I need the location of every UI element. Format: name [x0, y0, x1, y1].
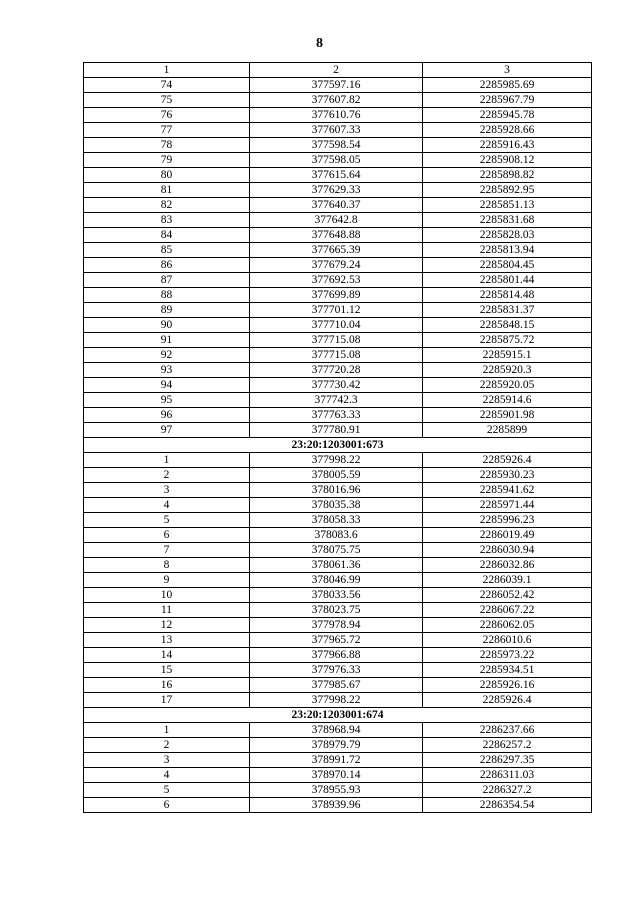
x-coordinate-cell: 378005.59: [250, 468, 423, 483]
x-coordinate-cell: 377665.39: [250, 243, 423, 258]
point-number-cell: 6: [84, 798, 250, 813]
table-row: [84, 498, 592, 513]
table-row: [84, 753, 592, 768]
y-coordinate-cell: 2285973.22: [423, 648, 592, 663]
x-coordinate-cell: 377742.3: [250, 393, 423, 408]
y-coordinate-cell: 2286039.1: [423, 573, 592, 588]
x-coordinate-cell: 378046.99: [250, 573, 423, 588]
point-number-cell: 74: [84, 78, 250, 93]
point-number-cell: 92: [84, 348, 250, 363]
y-coordinate-cell: 2285926.4: [423, 693, 592, 708]
y-coordinate-cell: 2286010.6: [423, 633, 592, 648]
y-coordinate-cell: 2285920.3: [423, 363, 592, 378]
x-coordinate-cell: 377730.42: [250, 378, 423, 393]
y-coordinate-cell: 2285851.13: [423, 198, 592, 213]
table-row: [84, 303, 592, 318]
y-coordinate-cell: 2286030.94: [423, 543, 592, 558]
table-row: [84, 723, 592, 738]
table-row: [84, 168, 592, 183]
y-coordinate-cell: 2285930.23: [423, 468, 592, 483]
point-number-cell: 16: [84, 678, 250, 693]
x-coordinate-cell: 377607.33: [250, 123, 423, 138]
point-number-cell: 75: [84, 93, 250, 108]
column-header-x: 2: [250, 63, 423, 78]
table-row: [84, 783, 592, 798]
point-number-cell: 89: [84, 303, 250, 318]
x-coordinate-cell: 378023.75: [250, 603, 423, 618]
table-row: [84, 768, 592, 783]
x-coordinate-cell: 378035.38: [250, 498, 423, 513]
y-coordinate-cell: 2286032.86: [423, 558, 592, 573]
y-coordinate-cell: 2285915.1: [423, 348, 592, 363]
table-row: [84, 153, 592, 168]
y-coordinate-cell: 2285996.23: [423, 513, 592, 528]
x-coordinate-cell: 377998.22: [250, 453, 423, 468]
y-coordinate-cell: 2285831.37: [423, 303, 592, 318]
table-row: [84, 273, 592, 288]
x-coordinate-cell: 377720.28: [250, 363, 423, 378]
table-row: [84, 618, 592, 633]
point-number-cell: 11: [84, 603, 250, 618]
coordinates-table-body: [84, 63, 592, 813]
x-coordinate-cell: 377597.16: [250, 78, 423, 93]
x-coordinate-cell: 377598.05: [250, 153, 423, 168]
table-row: [84, 258, 592, 273]
x-coordinate-cell: 377699.89: [250, 288, 423, 303]
x-coordinate-cell: 377648.88: [250, 228, 423, 243]
y-coordinate-cell: 2286019.49: [423, 528, 592, 543]
table-row: [84, 243, 592, 258]
y-coordinate-cell: 2285934.51: [423, 663, 592, 678]
table-row: [84, 228, 592, 243]
y-coordinate-cell: 2286257.2: [423, 738, 592, 753]
y-coordinate-cell: 2286067.22: [423, 603, 592, 618]
point-number-cell: 14: [84, 648, 250, 663]
y-coordinate-cell: 2285875.72: [423, 333, 592, 348]
table-row: [84, 408, 592, 423]
point-number-cell: 82: [84, 198, 250, 213]
table-row: [84, 648, 592, 663]
x-coordinate-cell: 378083.6: [250, 528, 423, 543]
y-coordinate-cell: 2285801.44: [423, 273, 592, 288]
point-number-cell: 76: [84, 108, 250, 123]
section-title: 23:20:1203001:673: [84, 438, 592, 453]
x-coordinate-cell: 377985.67: [250, 678, 423, 693]
point-number-cell: 87: [84, 273, 250, 288]
column-header-y: 3: [423, 63, 592, 78]
table-row: [84, 78, 592, 93]
x-coordinate-cell: 378939.96: [250, 798, 423, 813]
point-number-cell: 97: [84, 423, 250, 438]
x-coordinate-cell: 378970.14: [250, 768, 423, 783]
table-row: [84, 348, 592, 363]
point-number-cell: 80: [84, 168, 250, 183]
x-coordinate-cell: 377701.12: [250, 303, 423, 318]
point-number-cell: 84: [84, 228, 250, 243]
y-coordinate-cell: 2285926.4: [423, 453, 592, 468]
point-number-cell: 4: [84, 768, 250, 783]
table-row: [84, 213, 592, 228]
point-number-cell: 96: [84, 408, 250, 423]
point-number-cell: 13: [84, 633, 250, 648]
y-coordinate-cell: 2285916.43: [423, 138, 592, 153]
y-coordinate-cell: 2285920.05: [423, 378, 592, 393]
table-row: [84, 198, 592, 213]
section-title: 23:20:1203001:674: [84, 708, 592, 723]
table-row: [84, 513, 592, 528]
point-number-cell: 85: [84, 243, 250, 258]
coordinates-table: [83, 62, 592, 813]
y-coordinate-cell: 2285898.82: [423, 168, 592, 183]
point-number-cell: 83: [84, 213, 250, 228]
point-number-cell: 81: [84, 183, 250, 198]
section-header-row: [84, 438, 592, 453]
y-coordinate-cell: 2286062.05: [423, 618, 592, 633]
x-coordinate-cell: 378058.33: [250, 513, 423, 528]
table-row: [84, 603, 592, 618]
table-row: [84, 468, 592, 483]
table-row: [84, 183, 592, 198]
x-coordinate-cell: 377610.76: [250, 108, 423, 123]
x-coordinate-cell: 377710.04: [250, 318, 423, 333]
y-coordinate-cell: 2286052.42: [423, 588, 592, 603]
table-row: [84, 798, 592, 813]
point-number-cell: 86: [84, 258, 250, 273]
x-coordinate-cell: 377598.54: [250, 138, 423, 153]
section-header-row: [84, 708, 592, 723]
x-coordinate-cell: 377607.82: [250, 93, 423, 108]
x-coordinate-cell: 378075.75: [250, 543, 423, 558]
table-row: [84, 378, 592, 393]
x-coordinate-cell: 378016.96: [250, 483, 423, 498]
y-coordinate-cell: 2285901.98: [423, 408, 592, 423]
y-coordinate-cell: 2285985.69: [423, 78, 592, 93]
y-coordinate-cell: 2285831.68: [423, 213, 592, 228]
column-header-point: 1: [84, 63, 250, 78]
y-coordinate-cell: 2285814.48: [423, 288, 592, 303]
table-row: [84, 678, 592, 693]
x-coordinate-cell: 378991.72: [250, 753, 423, 768]
y-coordinate-cell: 2285813.94: [423, 243, 592, 258]
y-coordinate-cell: 2285848.15: [423, 318, 592, 333]
x-coordinate-cell: 377629.33: [250, 183, 423, 198]
table-row: [84, 693, 592, 708]
x-coordinate-cell: 377998.22: [250, 693, 423, 708]
table-row: [84, 633, 592, 648]
table-row: [84, 93, 592, 108]
table-row: [84, 333, 592, 348]
point-number-cell: 77: [84, 123, 250, 138]
point-number-cell: 95: [84, 393, 250, 408]
y-coordinate-cell: 2285967.79: [423, 93, 592, 108]
table-row: [84, 738, 592, 753]
point-number-cell: 5: [84, 513, 250, 528]
table-row: [84, 528, 592, 543]
point-number-cell: 91: [84, 333, 250, 348]
table-row: [84, 318, 592, 333]
x-coordinate-cell: 378061.36: [250, 558, 423, 573]
y-coordinate-cell: 2286354.54: [423, 798, 592, 813]
y-coordinate-cell: 2285945.78: [423, 108, 592, 123]
x-coordinate-cell: 377966.88: [250, 648, 423, 663]
point-number-cell: 10: [84, 588, 250, 603]
table-row: [84, 138, 592, 153]
point-number-cell: 3: [84, 483, 250, 498]
x-coordinate-cell: 377692.53: [250, 273, 423, 288]
point-number-cell: 15: [84, 663, 250, 678]
y-coordinate-cell: 2285928.66: [423, 123, 592, 138]
table-row: [84, 573, 592, 588]
point-number-cell: 90: [84, 318, 250, 333]
x-coordinate-cell: 377679.24: [250, 258, 423, 273]
point-number-cell: 9: [84, 573, 250, 588]
page-number: 8: [316, 36, 323, 51]
x-coordinate-cell: 377615.64: [250, 168, 423, 183]
y-coordinate-cell: 2285899: [423, 423, 592, 438]
point-number-cell: 8: [84, 558, 250, 573]
y-coordinate-cell: 2285804.45: [423, 258, 592, 273]
table-row: [84, 588, 592, 603]
point-number-cell: 12: [84, 618, 250, 633]
x-coordinate-cell: 378979.79: [250, 738, 423, 753]
table-row: [84, 363, 592, 378]
table-row: [84, 543, 592, 558]
point-number-cell: 2: [84, 468, 250, 483]
x-coordinate-cell: 377978.94: [250, 618, 423, 633]
x-coordinate-cell: 377715.08: [250, 333, 423, 348]
x-coordinate-cell: 378033.56: [250, 588, 423, 603]
point-number-cell: 88: [84, 288, 250, 303]
y-coordinate-cell: 2286237.66: [423, 723, 592, 738]
table-row: [84, 558, 592, 573]
point-number-cell: 78: [84, 138, 250, 153]
x-coordinate-cell: 377642.8: [250, 213, 423, 228]
x-coordinate-cell: 377763.33: [250, 408, 423, 423]
x-coordinate-cell: 378955.93: [250, 783, 423, 798]
y-coordinate-cell: 2285941.62: [423, 483, 592, 498]
point-number-cell: 94: [84, 378, 250, 393]
y-coordinate-cell: 2285914.6: [423, 393, 592, 408]
point-number-cell: 1: [84, 453, 250, 468]
x-coordinate-cell: 377780.91: [250, 423, 423, 438]
y-coordinate-cell: 2285892.95: [423, 183, 592, 198]
x-coordinate-cell: 378968.94: [250, 723, 423, 738]
point-number-cell: 3: [84, 753, 250, 768]
table-row: [84, 453, 592, 468]
y-coordinate-cell: 2286327.2: [423, 783, 592, 798]
table-row: [84, 483, 592, 498]
table-row: [84, 393, 592, 408]
table-row: [84, 123, 592, 138]
x-coordinate-cell: 377965.72: [250, 633, 423, 648]
point-number-cell: 1: [84, 723, 250, 738]
table-row: [84, 663, 592, 678]
y-coordinate-cell: 2285908.12: [423, 153, 592, 168]
table-header-row: [84, 63, 592, 78]
y-coordinate-cell: 2286311.03: [423, 768, 592, 783]
point-number-cell: 5: [84, 783, 250, 798]
table-row: [84, 423, 592, 438]
table-row: [84, 288, 592, 303]
point-number-cell: 7: [84, 543, 250, 558]
point-number-cell: 79: [84, 153, 250, 168]
y-coordinate-cell: 2285828.03: [423, 228, 592, 243]
x-coordinate-cell: 377715.08: [250, 348, 423, 363]
point-number-cell: 2: [84, 738, 250, 753]
x-coordinate-cell: 377976.33: [250, 663, 423, 678]
table-row: [84, 108, 592, 123]
point-number-cell: 6: [84, 528, 250, 543]
point-number-cell: 93: [84, 363, 250, 378]
y-coordinate-cell: 2286297.35: [423, 753, 592, 768]
y-coordinate-cell: 2285971.44: [423, 498, 592, 513]
point-number-cell: 4: [84, 498, 250, 513]
y-coordinate-cell: 2285926.16: [423, 678, 592, 693]
x-coordinate-cell: 377640.37: [250, 198, 423, 213]
point-number-cell: 17: [84, 693, 250, 708]
